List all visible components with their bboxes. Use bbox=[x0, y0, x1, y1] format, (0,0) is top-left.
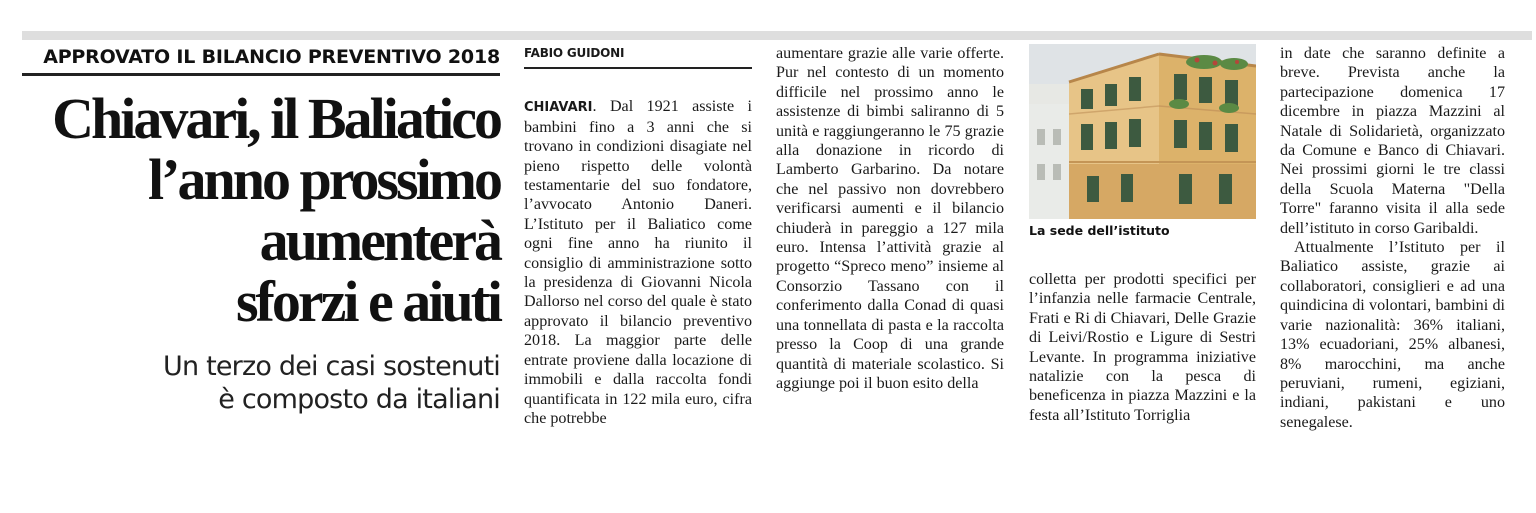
dateline: CHIAVARI bbox=[524, 100, 593, 116]
article-column-1 bbox=[524, 44, 752, 428]
subheadline bbox=[22, 350, 500, 416]
headline-line: l’anno prossimo bbox=[148, 147, 500, 212]
headline-line: aumenterà bbox=[259, 208, 500, 273]
headline-line: Chiavari, il Baliatico bbox=[52, 86, 500, 151]
body-paragraph: colletta per prodotti specifici per l’infanzia nelle farmacie Centrale, Frati e Ri di Chiavari, Delle Grazie di Leivi/Rostio e Ligure di Sestri Levante. In programma iniziative natalizie con la pesca di beneficenza in piazza Mazzini e la festa all’Istituto Torriglia bbox=[1029, 271, 1256, 424]
body-paragraph bbox=[524, 97, 752, 428]
body-paragraph: in date che saranno definite a breve. Prevista anche la partecipazione domenica 17 dicembre in piazza Mazzini al Natale di Solidarietà, organizzato da Comune e Banco di Chiavari. Nei prossimi giorni le tre classi della Scuola Materna "Della Torre" faranno visita il alla sede dell’istituto in corso Garibaldi. bbox=[1280, 45, 1505, 237]
body-text: . Dal 1921 assiste i bambini fino a 3 anni che si trovano in condizioni disagiate nel pieno rispetto delle volontà testamentarie del suo fondatore, l’avvocato Antonio Daneri. L’Istituto per il Baliatico come ogni fine anno ha riunito il consiglio di amministrazione sotto la presidenza di Giovanni Nicola Dallorso nel corso del quale è stato approvato il bilancio preventivo 2018. La maggior parte delle entrate proviene dalla locazione di immobili e dalla raccolta fondi quantificata in 122 mila euro, cifra che potrebbe bbox=[524, 98, 752, 427]
building-illustration bbox=[1029, 44, 1256, 219]
article-column-2 bbox=[776, 44, 1004, 393]
headline-block bbox=[22, 46, 500, 416]
photo-caption: La sede dell’istituto bbox=[1029, 223, 1170, 238]
top-rule bbox=[22, 31, 1532, 40]
headline-line: sforzi e aiuti bbox=[235, 269, 500, 334]
building-photo bbox=[1029, 44, 1256, 219]
headline bbox=[22, 88, 500, 332]
body-paragraph: Attualmente l’Istituto per il Baliatico assiste, grazie ai collaboratori, consiglieri e ad una quindicina di volontari, bambini di varie nazionalità: 36% italiani, 13% ecuadoriani, 25% albanesi, 8% marocchini, ma anche peruviani, rumeni, egiziani, indiani, pakistani e uno senegalese. bbox=[1280, 239, 1505, 431]
article-column-4 bbox=[1280, 44, 1505, 432]
body-paragraph: aumentare grazie alle varie offerte. Pur nel contesto di un momento difficile nel prossimo anno le assistenze di bimbi saliranno di 5 unità e raggiungeranno le 75 grazie alla donazione in ricordo di Lamberto Garbarino. Da notare che nel passivo non dovrebbero verificarsi aumenti e il bilancio chiuderà in pareggio a 127 mila euro. Intensa l’attività grazie al progetto “Spreco meno” insieme al Consorzio Tassano con il conferimento dalla Conad di quasi una tonnellata di pasta e la raccolta presso la Coop di una grande quantità di materiale scolastico. Si aggiunge poi il buon esito della bbox=[776, 45, 1004, 392]
kicker: APPROVATO IL BILANCIO PREVENTIVO 2018 bbox=[22, 46, 500, 76]
article-column-3 bbox=[1029, 270, 1256, 425]
subhead-line: Un terzo dei casi sostenuti bbox=[163, 351, 500, 382]
subhead-line: è composto da italiani bbox=[218, 384, 500, 415]
byline: FABIO GUIDONI bbox=[524, 44, 752, 69]
